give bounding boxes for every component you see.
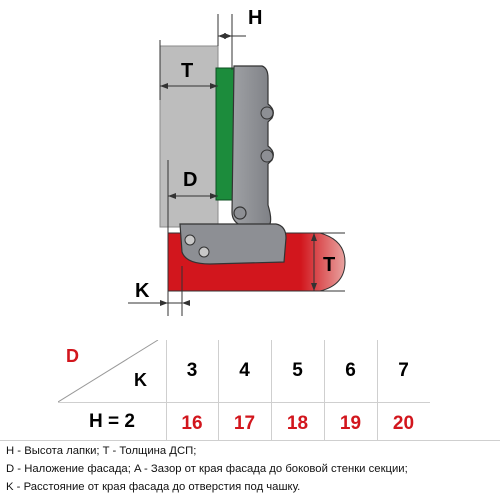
hinge-screw-upper (261, 107, 273, 119)
hinge-arm (232, 66, 273, 226)
corner-label-k: K (134, 370, 147, 390)
label-t-side: T (323, 254, 336, 276)
k-value: 6 (345, 360, 356, 381)
label-d: D (183, 169, 198, 191)
k-value: 5 (292, 360, 303, 381)
hinge-screw-lower (261, 150, 273, 162)
corner-label-d: D (66, 346, 79, 366)
table-divider (324, 340, 325, 440)
hinge-cup (180, 224, 286, 264)
table-divider (166, 340, 167, 440)
table-divider (271, 340, 272, 440)
legend (0, 440, 500, 500)
k-value: 4 (239, 360, 250, 381)
table-row (58, 402, 430, 441)
label-t-top: T (181, 60, 194, 82)
label-k: K (135, 280, 150, 302)
size-table (58, 340, 430, 440)
table-divider (377, 340, 378, 440)
row-label-h: H = 2 (89, 411, 135, 432)
hinge-pivot (234, 207, 246, 219)
k-value: 7 (398, 360, 409, 381)
label-h: H (248, 7, 263, 29)
table-divider (218, 340, 219, 440)
d-value: 20 (392, 413, 415, 434)
hinge-cup-hole-2 (199, 247, 209, 257)
d-value: 16 (181, 413, 203, 434)
legend-line-2: D - Наложение фасада; A - Зазор от края фасада до боковой стенки секции; (6, 463, 408, 475)
legend-line-3: K - Расстояние от края фасада до отверстия под чашку. (6, 481, 301, 493)
hinge-cup-hole-1 (185, 235, 195, 245)
d-value: 19 (339, 413, 362, 434)
d-value: 18 (286, 413, 309, 434)
k-value: 3 (186, 360, 198, 381)
legend-line-1: H - Высота лапки; T - Толщина ДСП; (6, 445, 197, 457)
table-header-row (58, 340, 430, 402)
d-value: 17 (233, 413, 256, 434)
